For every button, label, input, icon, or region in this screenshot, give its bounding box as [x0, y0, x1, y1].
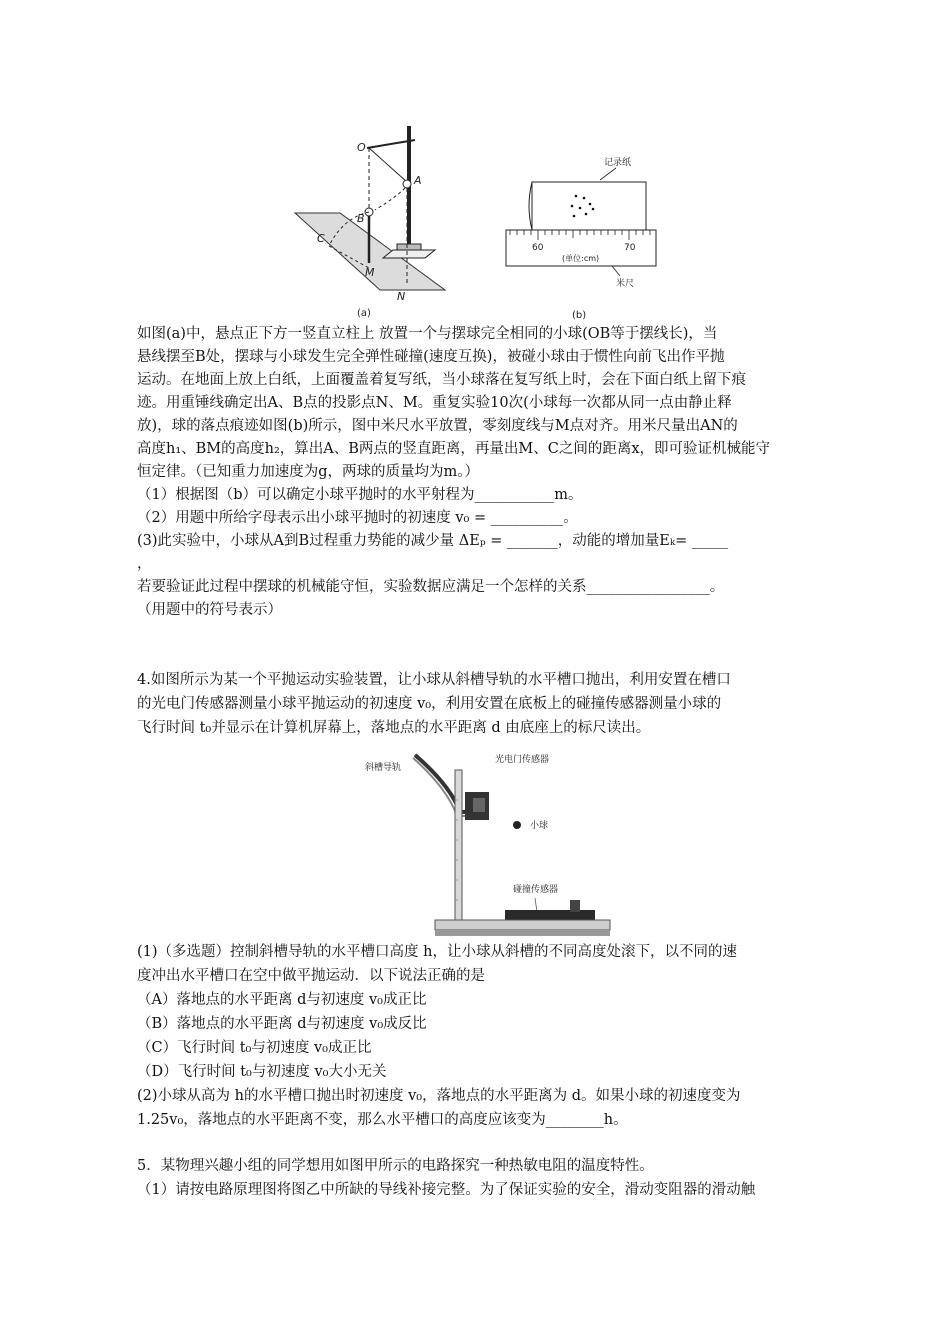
label-c: C — [317, 232, 325, 245]
q3-line-2: 悬线摆至B处，摆球与小球发生完全弹性碰撞(速度互换)，被碰小球由于惯性向前飞出作平抛 — [137, 349, 725, 365]
ruler-unit: (单位:cm) — [562, 254, 600, 263]
q3-line-7: 恒定律。（已知重力加速度为g，两球的质量均为m。） — [137, 464, 480, 480]
ruler-label: 米尺 — [616, 279, 635, 289]
gate-label: 光电门传感器 — [495, 755, 550, 765]
q3-line-3: 运动。在地面上放上白纸，上面覆盖着复写纸，当小球落在复写纸上时，会在下面白纸上留下痕 — [137, 372, 746, 388]
q4-sub1-line-1: (1)（多选题）控制斜槽导轨的水平槽口高度 h，让小球从斜槽的不同高度处滚下，以不同的速 — [137, 944, 737, 960]
q4-sub2-line-2: 1.25v₀，落地点的水平距离不变，那么水平槽口的高度应该变为________h。 — [137, 1112, 628, 1128]
q3-line-4: 迹。用重锤线确定出A、B点的投影点N、M。重复实验10次(小球每一次都从同一点由静止释 — [137, 395, 732, 411]
q4-line-3: 飞行时间 t₀并显示在计算机屏幕上，落地点的水平距离 d 由底座上的标尺读出。 — [137, 720, 651, 736]
q4-line-1: 4.如图所示为某一个平抛运动实验装置，让小球从斜槽导轨的水平槽口抛出，利用安置在槽口 — [137, 672, 731, 688]
label-a: A — [414, 174, 422, 187]
q4-sub1-line-2: 度冲出水平槽口在空中做平抛运动．以下说法正确的是 — [137, 968, 485, 984]
q3-line-6: 高度h₁、BM的高度h₂，算出A、B两点的竖直距离，再量出M、C之间的距离x，即可验证机械能守 — [137, 441, 771, 457]
q3-line-1: 如图(a)中，悬点正下方一竖直立柱上 放置一个与摆球完全相同的小球(OB等于摆线长)，当 — [137, 326, 718, 342]
tick-60: 60 — [532, 243, 544, 253]
label-m: M — [365, 266, 375, 279]
caption-a: (a) — [357, 308, 371, 318]
tick-70: 70 — [624, 243, 636, 253]
q3-note: （用题中的符号表示） — [137, 602, 282, 618]
q5-line-2: （1）请按电路原理图将图乙中所缺的导线补接完整。为了保证实验的安全，滑动变阻器的滑动触 — [137, 1182, 756, 1198]
q4-option-b: （B）落地点的水平距离 d与初速度 v₀成反比 — [137, 1016, 427, 1032]
q4-option-d: （D）飞行时间 t₀与初速度 v₀大小无关 — [137, 1064, 387, 1080]
collision-label: 碰撞传感器 — [513, 885, 559, 895]
figure-q4-apparatus — [355, 740, 620, 940]
q3-sub-3-comma: ， — [137, 556, 152, 572]
q3-relation: 若要验证此过程中摆球的机械能守恒，实验数据应满足一个怎样的关系_________________。 — [137, 579, 725, 595]
q3-sub-2: （2）用题中所给字母表示出小球平抛时的初速度 v₀ = __________。 — [137, 510, 578, 526]
figure-b — [500, 148, 660, 320]
q3-line-5: 放)，球的落点痕迹如图(b)所示，图中米尺水平放置，零刻度线与M点对齐。用米尺量出AN的 — [137, 418, 738, 434]
q4-option-c: （C）飞行时间 t₀与初速度 v₀成正比 — [137, 1040, 372, 1056]
figure-a — [285, 118, 455, 318]
q3-sub-3: (3)此实验中，小球从A到B过程重力势能的减少量 ΔEₚ = _______，动能的增加量Eₖ= _____ — [137, 533, 729, 549]
rail-label: 斜槽导轨 — [365, 763, 402, 773]
ball-label: 小球 — [530, 821, 549, 831]
q4-line-2: 的光电门传感器测量小球平抛运动的初速度 v₀，利用安置在底板上的碰撞传感器测量小球的 — [137, 696, 722, 712]
label-b: B — [357, 212, 365, 225]
q4-option-a: （A）落地点的水平距离 d与初速度 v₀成正比 — [137, 992, 427, 1008]
label-n: N — [397, 290, 406, 303]
q3-sub-1: （1）根据图（b）可以确定小球平抛时的水平射程为___________m。 — [137, 487, 583, 503]
paper-label: 记录纸 — [604, 158, 632, 168]
q4-sub2-line-1: (2)小球从高为 h的水平槽口抛出时初速度 v₀，落地点的水平距离为 d。如果小球的初速度变为 — [137, 1088, 741, 1104]
caption-b: (b) — [572, 310, 587, 320]
q5-line-1: 5．某物理兴趣小组的同学想用如图甲所示的电路探究一种热敏电阻的温度特性。 — [137, 1158, 654, 1174]
label-o: O — [357, 141, 366, 154]
